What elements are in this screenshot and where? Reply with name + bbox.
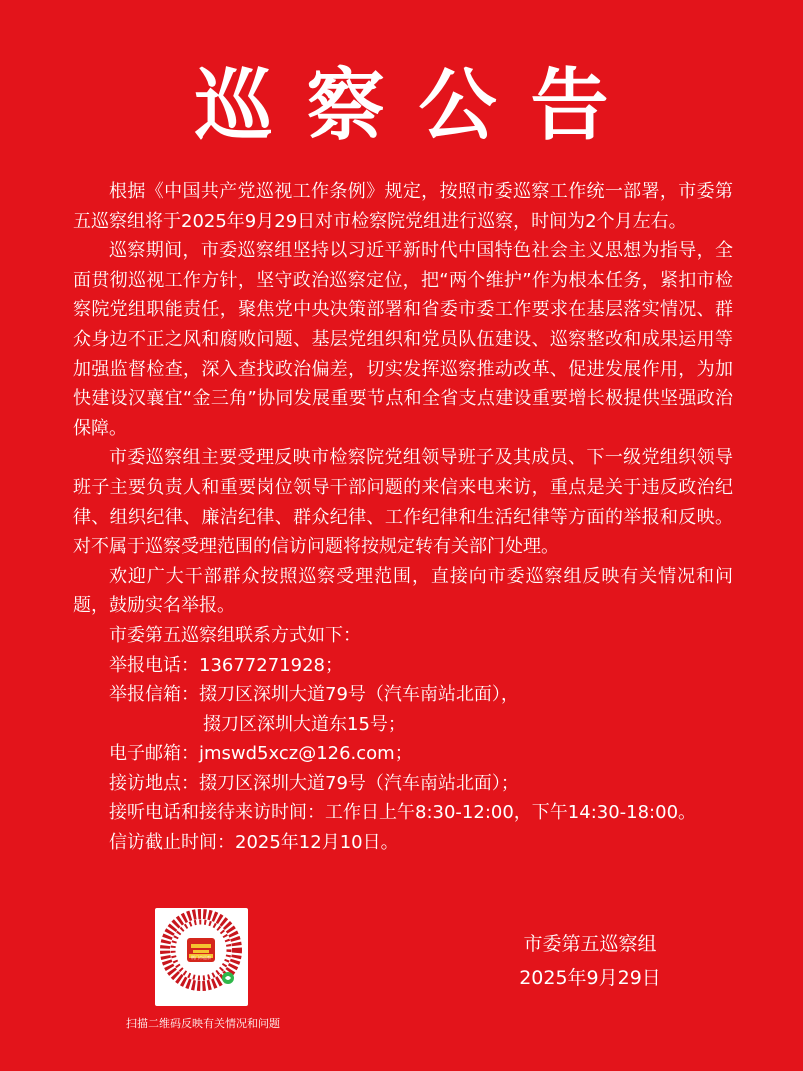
report-email: 电子邮箱：jmswd5xcz@126.com； <box>109 743 413 765</box>
reception-hours: 接听电话和接待来访时间：工作日上午8:30-12:00，下午14:30-18:00。 <box>109 802 697 824</box>
report-phone: 举报电话：13677271928； <box>109 654 343 676</box>
contact-info <box>73 621 733 858</box>
contact-intro: 市委第五巡察组联系方式如下： <box>109 624 361 646</box>
page-title: 巡察公告 <box>194 60 643 151</box>
petition-deadline: 信访截止时间：2025年12月10日。 <box>109 832 399 854</box>
signature-block <box>480 927 700 995</box>
paragraph-2: 巡察期间，市委巡察组坚持以习近平新时代中国特色社会主义思想为指导，全面贯彻巡视工作方针，坚守政治巡察定位，把“两个维护”作为根本任务，紧扣市检察院党组职能责任，聚焦党中央决策部署和省委市委工作要求在基层落实情况、群众身边不正之风和腐败问题、基层党组织和党员队伍建设、巡察整改和成果运用等加强监督检查，深入查找政治偏差，切实发挥巡察推动改革、促进发展作用，为加快建设汉襄宜“金三角”协同发展重要节点和全省支点建设重要增长极提供坚强政治保障。 <box>73 240 733 439</box>
signature-date: 2025年9月29日 <box>519 967 661 989</box>
announcement-body <box>73 177 733 858</box>
paragraph-4: 欢迎广大干部群众按照巡察受理范围，直接向市委巡察组反映有关情况和问题，鼓励实名举报。 <box>73 565 733 617</box>
qr-code[interactable] <box>155 908 248 1006</box>
report-mailbox-2: 掇刀区深圳大道东15号； <box>203 713 406 735</box>
signature-org: 市委第五巡察组 <box>523 933 657 955</box>
qr-caption: 扫描二维码反映有关情况和问题 <box>126 1017 280 1030</box>
paragraph-1: 根据《中国共产党巡视工作条例》规定，按照市委巡察工作统一部署，市委第五巡察组将于2025年9月29日对市检察院党组进行巡察，时间为2个月左右。 <box>73 181 733 232</box>
reception-location: 接访地点：掇刀区深圳大道79号（汽车南站北面）； <box>109 772 519 794</box>
paragraph-3: 市委巡察组主要受理反映市检察院党组领导班子及其成员、下一级党组织领导班子主要负责人和重要岗位领导干部问题的来信来电来访，重点是关于违反政治纪律、组织纪律、廉洁纪律、群众纪律、工作纪律和生活纪律等方面的举报和反映。对不属于巡察受理范围的信访问题将按规定转有关部门处理。 <box>73 447 733 558</box>
report-mailbox-1: 举报信箱：掇刀区深圳大道79号（汽车南站北面）， <box>109 684 519 706</box>
qr-code-icon <box>155 908 248 1006</box>
qr-inner-label: 荆门市巡察 <box>191 955 211 960</box>
